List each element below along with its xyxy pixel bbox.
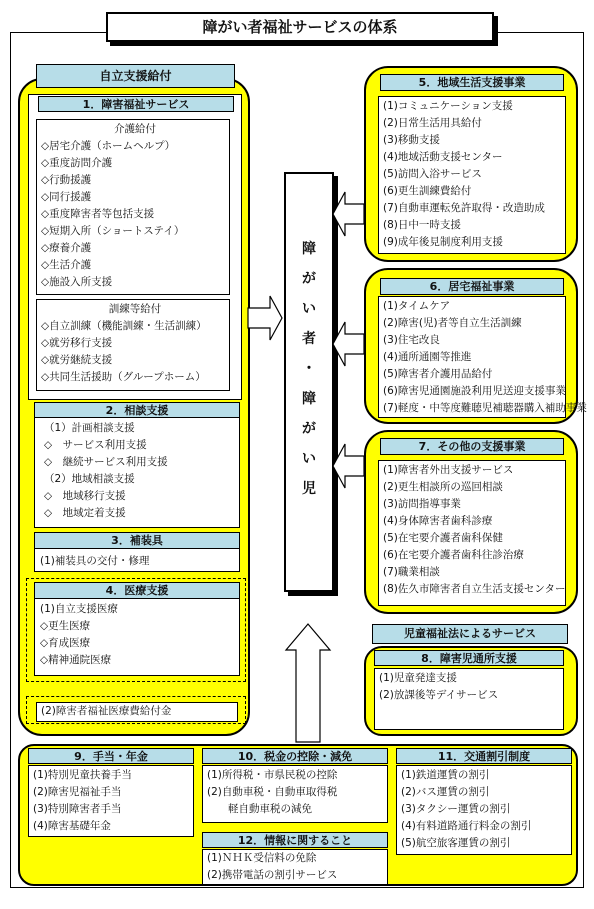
child-welfare-header: 児童福祉法によるサービス bbox=[372, 624, 568, 644]
s9-item: (3)特別障害者手当 bbox=[33, 803, 122, 815]
center-char: 障 bbox=[302, 241, 316, 257]
arrow-left-icon-5 bbox=[333, 192, 364, 236]
center-char: 障 bbox=[302, 391, 316, 407]
s8-item: (2)放課後等デイサービス bbox=[379, 689, 499, 701]
section-11-box bbox=[396, 765, 572, 855]
s4-item: (1)自立支援医療 bbox=[40, 603, 118, 615]
s5-item: (4)地域活動支援センター bbox=[383, 151, 503, 163]
s2-item: ◇ 地域定着支援 bbox=[44, 507, 126, 519]
s9-item: (2)障害児福祉手当 bbox=[33, 786, 122, 798]
section-9-box bbox=[28, 765, 194, 837]
section-4-title: 4．医療支援 bbox=[34, 582, 240, 599]
care-item: ◇同行援護 bbox=[41, 191, 92, 203]
s7-item: (7)職業相談 bbox=[383, 566, 440, 578]
section-2-title: 2．相談支援 bbox=[34, 402, 240, 418]
section-8-title: 8．障害児通所支援 bbox=[374, 650, 564, 666]
s2-item: ◇ 継続サービス利用支援 bbox=[44, 456, 168, 468]
s2-item: （1）計画相談支援 bbox=[44, 422, 135, 434]
section-9-title: 9．手当・年金 bbox=[28, 748, 194, 764]
train-item: ◇共同生活援助（グループホーム） bbox=[41, 371, 206, 383]
s6-item: (1)タイムケア bbox=[383, 300, 451, 312]
s6-item: (5)障害者介護用品給付 bbox=[383, 368, 493, 380]
arrow-left-icon-6 bbox=[333, 322, 364, 366]
center-char: 者 bbox=[302, 331, 316, 347]
center-char: ・ bbox=[302, 361, 316, 377]
train-item: ◇自立訓練（機能訓練・生活訓練） bbox=[41, 320, 207, 332]
s5-item: (8)日中一時支援 bbox=[383, 219, 461, 231]
section-11-title: 11．交通割引制度 bbox=[396, 748, 572, 764]
s6-item: (7)軽度・中等度難聴児補聴器購入補助事業 bbox=[383, 402, 587, 414]
s6-item: (3)住宅改良 bbox=[383, 334, 440, 346]
section-10-title: 10．税金の控除・減免 bbox=[202, 748, 388, 764]
s3-item: (1)補装具の交付・修理 bbox=[40, 555, 150, 567]
s2-item: ◇ サービス利用支援 bbox=[44, 439, 147, 451]
s10-item: 軽自動車税の減免 bbox=[207, 803, 312, 815]
s5-item: (5)訪問入浴サービス bbox=[383, 168, 482, 180]
s12-item: (2)携帯電話の割引サービス bbox=[207, 869, 338, 881]
section-10-box bbox=[202, 765, 388, 823]
care-item: ◇行動援護 bbox=[41, 174, 92, 186]
s5-item: (9)成年後見制度利用支援 bbox=[383, 236, 503, 248]
care-item: ◇療養介護 bbox=[41, 242, 92, 254]
section-6-title: 6．居宅福祉事業 bbox=[380, 278, 564, 295]
center-char: が bbox=[302, 271, 316, 287]
s7-item: (5)在宅要介護者歯科保健 bbox=[383, 532, 503, 544]
s11-item: (2)バス運賃の割引 bbox=[401, 786, 490, 798]
s5-item: (7)自動車運転免許取得・改造助成 bbox=[383, 202, 545, 214]
section-3-title: 3．補装具 bbox=[34, 532, 240, 549]
arrow-up-icon bbox=[286, 624, 330, 742]
s11-item: (3)タクシー運賃の割引 bbox=[401, 803, 511, 815]
s7-item: (8)佐久市障害者自立生活支援センター bbox=[383, 583, 566, 595]
center-char: い bbox=[302, 451, 316, 467]
s12-item: (1)ＮＨＫ受信料の免除 bbox=[207, 852, 317, 864]
care-item: ◇重度障害者等包括支援 bbox=[41, 208, 155, 220]
s11-item: (4)有料道路通行料金の割引 bbox=[401, 820, 532, 832]
section-1-title: 1．障害福祉サービス bbox=[38, 96, 234, 112]
center-char: 児 bbox=[302, 481, 316, 497]
s8-item: (1)児童発達支援 bbox=[379, 672, 457, 684]
train-title: 訓練等給付 bbox=[108, 303, 162, 315]
s4-item: ◇更生医療 bbox=[40, 620, 91, 632]
s11-item: (1)鉄道運賃の割引 bbox=[401, 769, 490, 781]
section-12-box bbox=[202, 849, 388, 885]
section-7-title: 7．その他の支援事業 bbox=[380, 438, 564, 455]
arrow-right-icon bbox=[248, 296, 282, 340]
s5-item: (6)更生訓練費給付 bbox=[383, 185, 472, 197]
s6-item: (4)通所通園等推進 bbox=[383, 351, 472, 363]
page-title: 障がい者福祉サービスの体系 bbox=[106, 12, 494, 42]
care-item: ◇施設入所支援 bbox=[41, 276, 113, 288]
s7-item: (3)訪問指導事業 bbox=[383, 498, 461, 510]
s7-item: (6)在宅要介護者歯科往診治療 bbox=[383, 549, 524, 561]
section-10-items bbox=[207, 767, 387, 818]
s6-item: (2)障害(児)者等自立生活訓練 bbox=[383, 317, 522, 329]
center-char: い bbox=[302, 301, 316, 317]
s6-item: (6)障害児通園施設利用児送迎支援事業 bbox=[383, 385, 566, 397]
s9-item: (4)障害基礎年金 bbox=[33, 820, 111, 832]
group-header-jiritsu: 自立支援給付 bbox=[36, 64, 235, 88]
train-item: ◇就労継続支援 bbox=[41, 354, 113, 366]
s5-item: (1)コミュニケーション支援 bbox=[383, 100, 513, 112]
section-12-items bbox=[207, 850, 387, 884]
care-item: ◇短期入所（ショートステイ） bbox=[41, 225, 185, 237]
center-char: が bbox=[302, 421, 316, 437]
s10-item: (2)自動車税・自動車取得税 bbox=[207, 786, 338, 798]
care-item: ◇居宅介護（ホームヘルプ） bbox=[41, 140, 176, 152]
s7-item: (4)身体障害者歯科診療 bbox=[383, 515, 493, 527]
section-5-title: 5．地域生活支援事業 bbox=[380, 74, 564, 91]
care-item: ◇重度訪問介護 bbox=[41, 157, 113, 169]
s4-item: ◇育成医療 bbox=[40, 637, 91, 649]
arrow-left-icon-7 bbox=[333, 444, 364, 488]
s5-item: (2)日常生活用具給付 bbox=[383, 117, 482, 129]
s2-item: （2）地域相談支援 bbox=[44, 473, 135, 485]
care-item: ◇生活介護 bbox=[41, 259, 92, 271]
section-12-title: 12．情報に関すること bbox=[202, 832, 388, 848]
s9-item: (1)特別児童扶養手当 bbox=[33, 769, 132, 781]
s7-item: (2)更生相談所の巡回相談 bbox=[383, 481, 503, 493]
medical-subsidy: (2)障害者福祉医療費給付金 bbox=[41, 705, 172, 717]
s10-item: (1)所得税・市県民税の控除 bbox=[207, 769, 338, 781]
s4-item: ◇精神通院医療 bbox=[40, 654, 112, 666]
train-item: ◇就労移行支援 bbox=[41, 337, 113, 349]
s11-item: (5)航空旅客運賃の割引 bbox=[401, 837, 511, 849]
care-title: 介護給付 bbox=[114, 123, 156, 135]
section-11-items bbox=[401, 767, 571, 852]
s5-item: (3)移動支援 bbox=[383, 134, 440, 146]
section-9-items bbox=[33, 767, 193, 835]
s2-item: ◇ 地域移行支援 bbox=[44, 490, 126, 502]
s7-item: (1)障害者外出支援サービス bbox=[383, 464, 514, 476]
